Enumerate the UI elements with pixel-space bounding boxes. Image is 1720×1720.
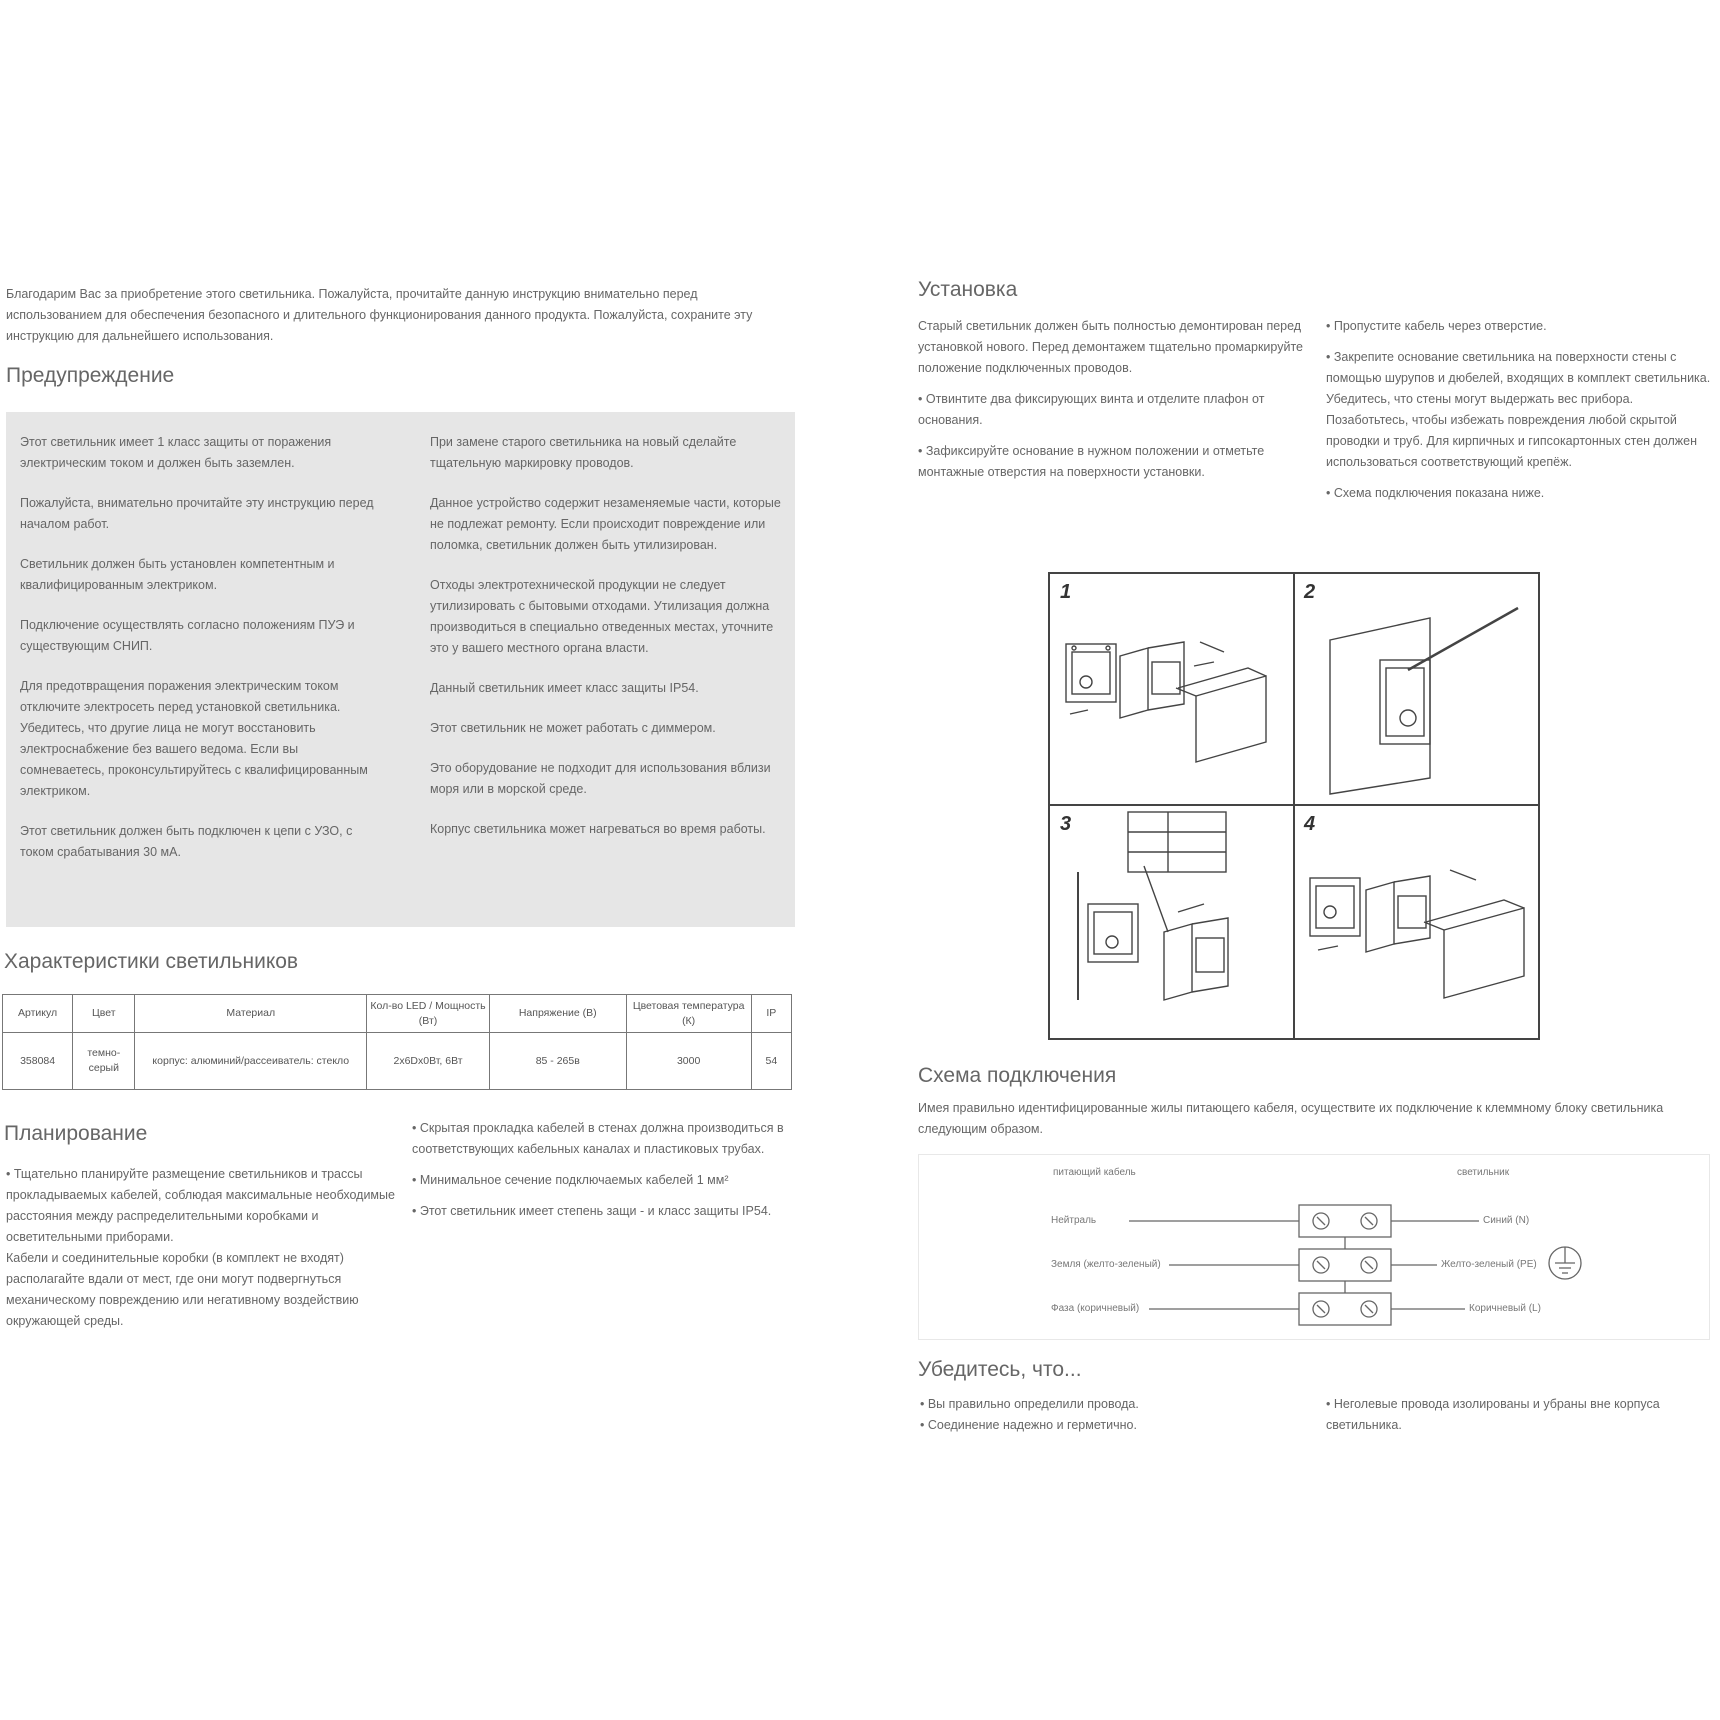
spec-header: Цвет	[73, 995, 135, 1033]
warning-item: Корпус светильника может нагреваться во время работы.	[430, 822, 766, 836]
wire-label-left: Фаза (коричневый)	[1051, 1303, 1140, 1314]
planning-item: • Тщательно планируйте размещение светильников и трассы прокладываемых кабелей, соблюдая максимальные необходимые расстояния между распределительными коробками и осветительными приборами.	[6, 1167, 395, 1244]
step-number: 4	[1304, 813, 1316, 835]
check-right-column	[1326, 1394, 1706, 1436]
step1-illustration	[1066, 642, 1266, 762]
spec-header: Кол-во LED / Мощность (Вт)	[367, 995, 490, 1033]
check-left-column	[920, 1394, 1300, 1436]
planning-item: • Минимальное сечение подключаемых кабелей 1 мм²	[412, 1173, 729, 1187]
planning-item: • Этот светильник имеет степень защи - и класс защиты IP54.	[412, 1204, 772, 1218]
wiring-diagram	[918, 1154, 1710, 1340]
check-item: • Неголевые провода изолированы и убраны вне корпуса светильника.	[1326, 1397, 1660, 1432]
warning-item: Отходы электротехнической продукции не следует утилизировать с бытовыми отходами. Утилизация должна производиться в специально отведенных местах, уточните это у вашего местного органа власти.	[430, 578, 774, 655]
specs-title: Характеристики светильников	[4, 950, 299, 973]
warning-item: Этот светильник не может работать с диммером.	[430, 721, 716, 735]
warning-item: Это оборудование не подходит для использования вблизи моря или в морской среде.	[430, 761, 771, 796]
check-item: • Вы правильно определили провода.	[920, 1397, 1139, 1411]
warning-item: Данный светильник имеет класс защиты IP54.	[430, 681, 699, 695]
spec-cell: 3000	[626, 1033, 751, 1090]
planning-left-column	[6, 1164, 402, 1332]
warning-left-column	[20, 432, 380, 882]
install-item: • Схема подключения показана ниже.	[1326, 486, 1545, 500]
step-number: 1	[1060, 581, 1072, 603]
install-right-column	[1326, 316, 1718, 514]
install-title: Установка	[918, 278, 1018, 301]
specs-table	[2, 994, 792, 1090]
warning-item: Светильник должен быть установлен компетентным и квалифицированным электриком.	[20, 557, 335, 592]
warning-item: Подключение осуществлять согласно положениям ПУЭ и существующим СНИП.	[20, 618, 355, 653]
check-title: Убедитесь, что...	[918, 1358, 1082, 1381]
wire-label-right: Коричневый (L)	[1469, 1303, 1541, 1314]
step-number: 2	[1304, 581, 1316, 603]
warning-item: Данное устройство содержит незаменяемые части, которые не подлежат ремонту. Если происходит повреждение или поломка, светильник должен быть утилизирован.	[430, 496, 781, 552]
warning-item: Этот светильник должен быть подключен к цепи с УЗО, с током срабатывания 30 мА.	[20, 824, 353, 859]
spec-cell: 54	[751, 1033, 791, 1090]
spec-header: Напряжение (В)	[489, 995, 626, 1033]
terminal-block	[919, 1155, 1709, 1339]
intro-text: Благодарим Вас за приобретение этого светильника. Пожалуйста, прочитайте данную инструкцию внимательно перед использованием для обеспечения безопасного и длительного функционирования данного продукта. Пожалуйста, сохраните эту инструкцию для дальнейшего использования.	[6, 287, 753, 343]
planning-item: • Скрытая прокладка кабелей в стенах должна производиться в соответствующих кабельных каналах и пластиковых трубах.	[412, 1121, 784, 1156]
warning-box	[6, 412, 795, 927]
spec-cell: 358084	[3, 1033, 73, 1090]
wire-label-left: Земля (желто-зеленый)	[1051, 1259, 1161, 1270]
spec-header: Артикул	[3, 995, 73, 1033]
install-item: Старый светильник должен быть полностью демонтирован перед установкой нового. Перед демонтажем тщательно промаркируйте положение подключенных проводов.	[918, 319, 1303, 375]
wiring-column-left-label: питающий кабель	[1053, 1167, 1136, 1178]
installation-diagram	[1048, 572, 1540, 1040]
install-item: • Зафиксируйте основание в нужном положении и отметьте монтажные отверстия на поверхности установки.	[918, 444, 1265, 479]
wiring-title: Схема подключения	[918, 1064, 1117, 1087]
spec-header: Цветовая температура (К)	[626, 995, 751, 1033]
step4-illustration	[1310, 870, 1524, 998]
spec-cell: 85 - 265в	[489, 1033, 626, 1090]
warning-item: Этот светильник имеет 1 класс защиты от поражения электрическим током и должен быть заземлен.	[20, 435, 332, 470]
install-item: • Отвинтите два фиксирующих винта и отделите плафон от основания.	[918, 392, 1265, 427]
wire-label-right: Желто-зеленый (PE)	[1441, 1259, 1537, 1270]
ground-symbol-icon	[1549, 1247, 1581, 1279]
warning-item: Для предотвращения поражения электрическим током отключите электросеть перед установкой светильника. Убедитесь, что другие лица не могут восстановить электроснабжение без вашего ведома. Если вы сомневаетесь, проконсультируйтесь с квалифицированным электриком.	[20, 679, 368, 798]
wire-label-left: Нейтраль	[1051, 1215, 1097, 1226]
spec-header: IP	[751, 995, 791, 1033]
wiring-description: Имея правильно идентифицированные жилы питающего кабеля, осуществите их подключение к клеммному блоку светильника следующим образом.	[918, 1101, 1664, 1136]
warning-right-column	[430, 432, 790, 859]
wire-label-right: Синий (N)	[1483, 1215, 1530, 1226]
step3-illustration	[1078, 812, 1228, 1000]
warning-title: Предупреждение	[6, 364, 175, 387]
spec-cell: 2x6Dx0Вт, 6Вт	[367, 1033, 490, 1090]
planning-right-column	[412, 1118, 792, 1232]
check-item: • Соединение надежно и герметично.	[920, 1418, 1137, 1432]
spec-header: Материал	[135, 995, 367, 1033]
install-left-column	[918, 316, 1308, 493]
step-number: 3	[1060, 813, 1072, 835]
install-item: • Закрепите основание светильника на поверхности стены с помощью шурупов и дюбелей, входящих в комплект светильника. Убедитесь, что стены могут выдержать вес прибора. Позаботьтесь, чтобы избежать повреждения любой скрытой проводки и труб. Для кирпичных и гипсокартонных стен должен использоваться соответствующий крепёж.	[1326, 350, 1711, 469]
install-item: • Пропустите кабель через отверстие.	[1326, 319, 1547, 333]
spec-cell: корпус: алюминий/рассеиватель: стекло	[135, 1033, 367, 1090]
warning-item: Пожалуйста, внимательно прочитайте эту инструкцию перед началом работ.	[20, 496, 374, 531]
wiring-column-right-label: светильник	[1457, 1167, 1510, 1178]
warning-item: При замене старого светильника на новый сделайте тщательную маркировку проводов.	[430, 435, 737, 470]
planning-title: Планирование	[4, 1122, 148, 1145]
planning-item: Кабели и соединительные коробки (в комплект не входят) располагайте вдали от мест, где они могут подвергнуться механическому повреждению или негативному воздействию окружающей среды.	[6, 1251, 359, 1328]
spec-cell: темно-серый	[73, 1033, 135, 1090]
step2-illustration	[1330, 608, 1518, 794]
